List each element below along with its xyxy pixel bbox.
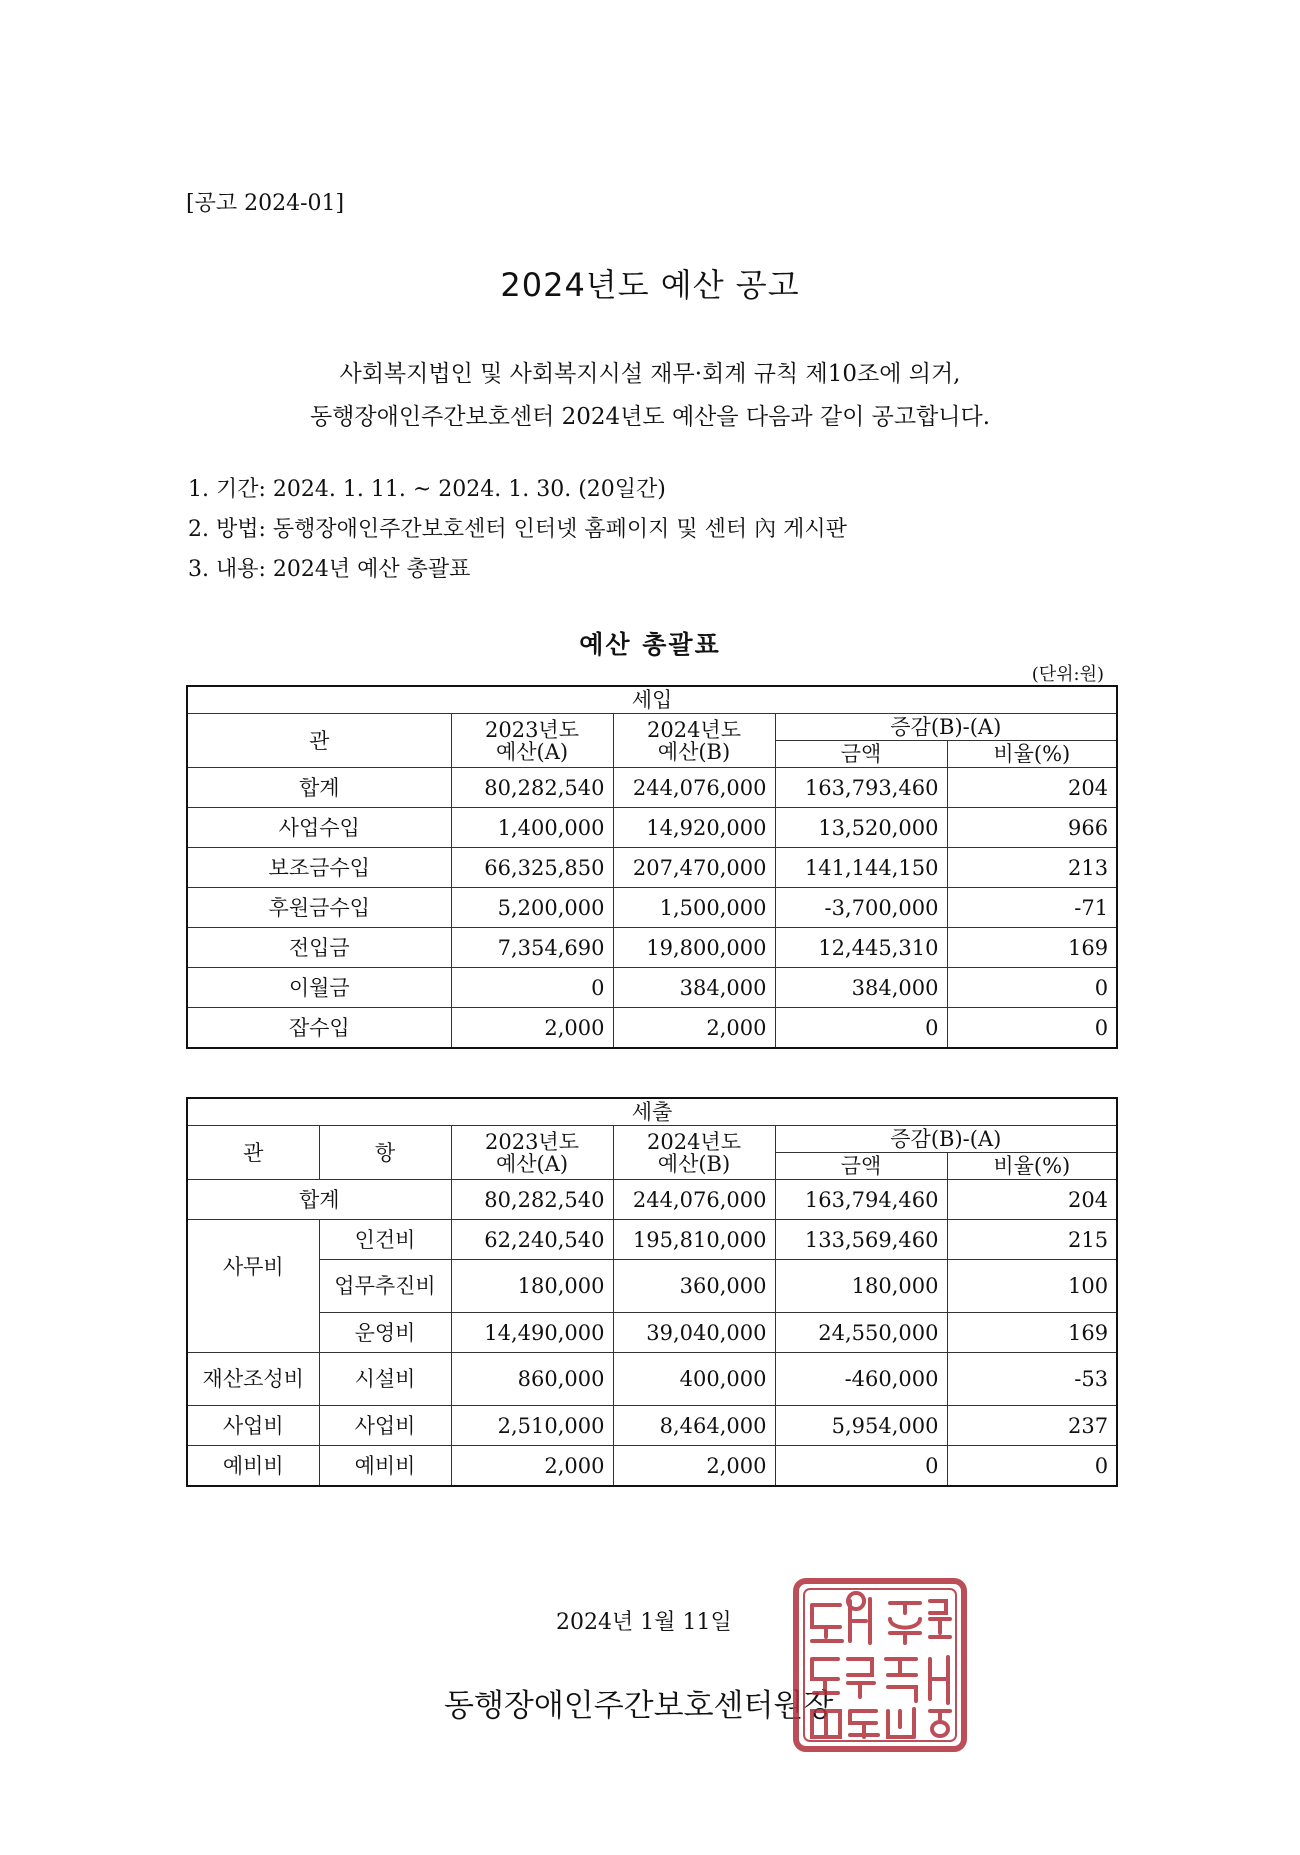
income-2024-cell: 384,000 [613, 968, 775, 1008]
expense-gwan-cell: 예비비 [187, 1446, 319, 1487]
expense-total-b: 244,076,000 [613, 1180, 775, 1220]
expense-header-amount: 금액 [775, 1153, 947, 1180]
expense-total-label: 합계 [187, 1180, 451, 1220]
income-row [187, 968, 1117, 1008]
income-amount-cell: 163,793,460 [775, 768, 947, 808]
expense-2024-cell: 8,464,000 [613, 1406, 775, 1446]
expense-gwan-cell: 사업비 [187, 1406, 319, 1446]
income-2024-cell: 19,800,000 [613, 928, 775, 968]
expense-caption: 세출 [187, 1098, 1117, 1126]
expense-header-2024: 2024년도 예산(B) [613, 1126, 775, 1180]
expense-total-a: 80,282,540 [451, 1180, 613, 1220]
expense-gwan-cell: 재산조성비 [187, 1353, 319, 1406]
expense-2024-cell: 400,000 [613, 1353, 775, 1406]
income-2024-cell: 244,076,000 [613, 768, 775, 808]
expense-ratio-cell: 237 [947, 1406, 1117, 1446]
expense-ratio-cell: 0 [947, 1446, 1117, 1487]
income-amount-cell: -3,700,000 [775, 888, 947, 928]
income-row [187, 1008, 1117, 1049]
income-2023-cell: 80,282,540 [451, 768, 613, 808]
item-period: 1. 기간: 2024. 1. 11. ~ 2024. 1. 30. (20일간) [188, 477, 666, 502]
expense-2023-cell: 14,490,000 [451, 1313, 613, 1353]
expense-total-row [187, 1180, 1117, 1220]
expense-total-amount: 163,794,460 [775, 1180, 947, 1220]
page-title: 2024년도 예산 공고 [500, 266, 800, 304]
expense-row [187, 1220, 1117, 1260]
expense-ratio-cell: -53 [947, 1353, 1117, 1406]
income-ratio-cell: 204 [947, 768, 1117, 808]
income-amount-cell: 141,144,150 [775, 848, 947, 888]
expense-hang-cell: 사업비 [319, 1406, 451, 1446]
income-amount-cell: 13,520,000 [775, 808, 947, 848]
expense-gwan-cell: 사무비 [187, 1220, 319, 1353]
income-ratio-cell: 169 [947, 928, 1117, 968]
expense-row [187, 1446, 1117, 1487]
income-header-2024: 2024년도 예산(B) [613, 714, 775, 768]
expense-row [187, 1406, 1117, 1446]
income-header-amount: 금액 [775, 741, 947, 768]
income-gwan-cell: 잡수입 [187, 1008, 451, 1049]
income-amount-cell: 384,000 [775, 968, 947, 1008]
intro-line-1: 사회복지법인 및 사회복지시설 재무·회계 규칙 제10조에 의거, [339, 361, 961, 387]
income-ratio-cell: 0 [947, 1008, 1117, 1049]
expense-hang-cell: 인건비 [319, 1220, 451, 1260]
expense-table [186, 1097, 1118, 1487]
notice-number: [공고 2024-01] [186, 191, 345, 216]
notice-items [188, 470, 847, 590]
income-2023-cell: 7,354,690 [451, 928, 613, 968]
income-2023-cell: 5,200,000 [451, 888, 613, 928]
expense-ratio-cell: 215 [947, 1220, 1117, 1260]
unit-label: (단위:원) [1031, 664, 1104, 685]
section-title: 예산 총괄표 [579, 630, 721, 659]
expense-amount-cell: 0 [775, 1446, 947, 1487]
official-seal [790, 1575, 970, 1755]
expense-2024-cell: 360,000 [613, 1260, 775, 1313]
expense-hang-cell: 시설비 [319, 1353, 451, 1406]
income-row [187, 888, 1117, 928]
income-2024-cell: 2,000 [613, 1008, 775, 1049]
intro-line-2: 동행장애인주간보호센터 2024년도 예산을 다음과 같이 공고합니다. [309, 404, 991, 430]
expense-row [187, 1353, 1117, 1406]
income-ratio-cell: -71 [947, 888, 1117, 928]
income-gwan-cell: 이월금 [187, 968, 451, 1008]
expense-amount-cell: 24,550,000 [775, 1313, 947, 1353]
income-caption: 세입 [187, 686, 1117, 714]
item-method: 2. 방법: 동행장애인주간보호센터 인터넷 홈페이지 및 센터 內 게시판 [188, 517, 847, 542]
item-content: 3. 내용: 2024년 예산 총괄표 [188, 557, 471, 582]
income-2024-cell: 207,470,000 [613, 848, 775, 888]
expense-2023-cell: 2,510,000 [451, 1406, 613, 1446]
income-gwan-cell: 합계 [187, 768, 451, 808]
expense-2024-cell: 195,810,000 [613, 1220, 775, 1260]
notice-date: 2024년 1월 11일 [556, 1610, 732, 1635]
expense-hang-cell: 업무추진비 [319, 1260, 451, 1313]
income-2024-cell: 1,500,000 [613, 888, 775, 928]
income-2024-cell: 14,920,000 [613, 808, 775, 848]
expense-amount-cell: 5,954,000 [775, 1406, 947, 1446]
income-ratio-cell: 966 [947, 808, 1117, 848]
expense-2023-cell: 2,000 [451, 1446, 613, 1487]
income-table [186, 685, 1118, 1049]
income-ratio-cell: 0 [947, 968, 1117, 1008]
income-gwan-cell: 보조금수입 [187, 848, 451, 888]
expense-header-ratio: 비율(%) [947, 1153, 1117, 1180]
expense-header-2023: 2023년도 예산(A) [451, 1126, 613, 1180]
income-row [187, 928, 1117, 968]
expense-header-hang: 항 [319, 1126, 451, 1180]
income-header-gwan: 관 [187, 714, 451, 768]
income-2023-cell: 0 [451, 968, 613, 1008]
expense-2024-cell: 2,000 [613, 1446, 775, 1487]
expense-2023-cell: 860,000 [451, 1353, 613, 1406]
income-gwan-cell: 전입금 [187, 928, 451, 968]
expense-amount-cell: 133,569,460 [775, 1220, 947, 1260]
income-amount-cell: 12,445,310 [775, 928, 947, 968]
income-row [187, 848, 1117, 888]
income-2023-cell: 1,400,000 [451, 808, 613, 848]
expense-row [187, 1260, 1117, 1313]
expense-amount-cell: -460,000 [775, 1353, 947, 1406]
expense-header-change: 증감(B)-(A) [775, 1126, 1117, 1153]
expense-amount-cell: 180,000 [775, 1260, 947, 1313]
income-header-2023: 2023년도 예산(A) [451, 714, 613, 768]
expense-row [187, 1313, 1117, 1353]
expense-header-gwan: 관 [187, 1126, 319, 1180]
income-header-ratio: 비율(%) [947, 741, 1117, 768]
income-2023-cell: 2,000 [451, 1008, 613, 1049]
income-gwan-cell: 사업수입 [187, 808, 451, 848]
income-row [187, 808, 1117, 848]
expense-ratio-cell: 169 [947, 1313, 1117, 1353]
expense-hang-cell: 운영비 [319, 1313, 451, 1353]
expense-2023-cell: 180,000 [451, 1260, 613, 1313]
income-2023-cell: 66,325,850 [451, 848, 613, 888]
income-header-change: 증감(B)-(A) [775, 714, 1117, 741]
income-gwan-cell: 후원금수입 [187, 888, 451, 928]
income-ratio-cell: 213 [947, 848, 1117, 888]
income-amount-cell: 0 [775, 1008, 947, 1049]
expense-2023-cell: 62,240,540 [451, 1220, 613, 1260]
income-row [187, 768, 1117, 808]
issuer-name: 동행장애인주간보호센터원장 [444, 1688, 834, 1724]
expense-hang-cell: 예비비 [319, 1446, 451, 1487]
expense-ratio-cell: 100 [947, 1260, 1117, 1313]
expense-total-ratio: 204 [947, 1180, 1117, 1220]
expense-2024-cell: 39,040,000 [613, 1313, 775, 1353]
